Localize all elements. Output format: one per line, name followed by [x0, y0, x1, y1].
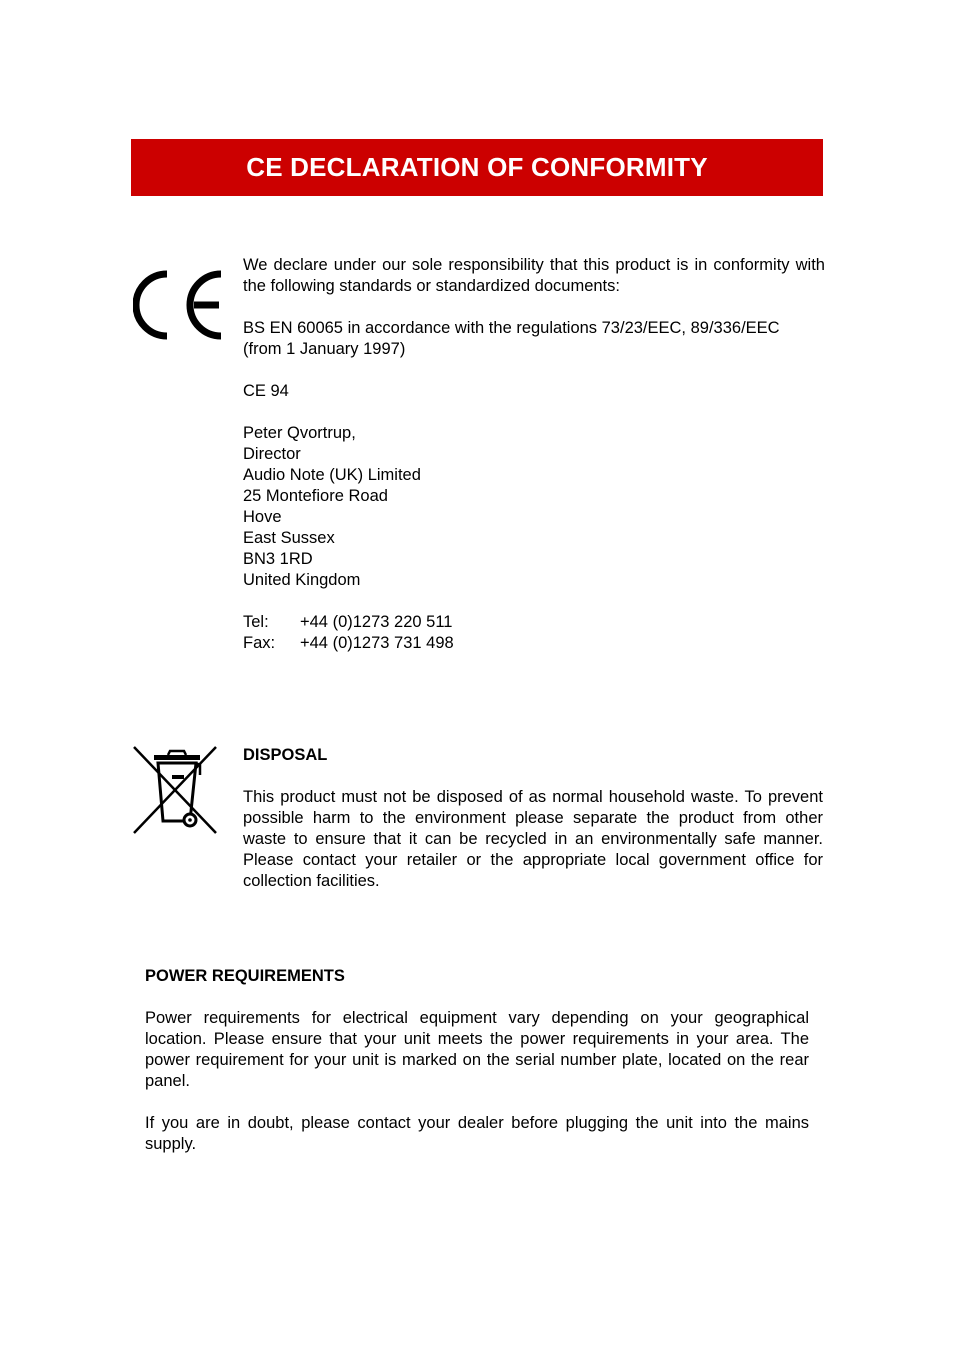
- address-line: Director: [243, 445, 301, 463]
- tel-value: +44 (0)1273 220 511: [300, 613, 453, 631]
- address-line: Audio Note (UK) Limited: [243, 466, 421, 484]
- ce-mark-text: CE 94: [243, 382, 289, 400]
- power-text: Power requirements for electrical equipment vary depending on your geographical location. Please ensure that your unit meets the power requirements in your area. The power requirement for your unit is marked on the serial number plate, located on the rear panel.: [145, 1009, 809, 1090]
- ce-mark-icon: [133, 270, 225, 340]
- contact-block: [243, 612, 825, 654]
- page-title: CE DECLARATION OF CONFORMITY: [246, 152, 708, 182]
- standard-reference: BS EN 60065 in accordance with the regulations 73/23/EEC, 89/336/EEC: [243, 319, 780, 337]
- fax-value: +44 (0)1273 731 498: [300, 634, 454, 652]
- standard-effective-date: (from 1 January 1997): [243, 340, 406, 358]
- disposal-text: This product must not be disposed of as normal household waste. To prevent possible harm to the environment please separate the product from other waste to ensure that it can be recycled in an environmentally safe manner. Please contact your retailer or the appropriate local government office for collection facilities.: [243, 788, 823, 890]
- address-block: [243, 423, 825, 591]
- declaration-section: [243, 255, 825, 654]
- address-line: Hove: [243, 508, 282, 526]
- address-line: Peter Qvortrup,: [243, 424, 356, 442]
- address-line: BN3 1RD: [243, 550, 313, 568]
- power-doubt-text: If you are in doubt, please contact your dealer before plugging the unit into the mains supply.: [145, 1114, 809, 1153]
- disposal-section: [243, 745, 823, 913]
- conformity-statement: We declare under our sole responsibility that this product is in conformity with the following standards or standardized documents:: [243, 256, 825, 295]
- tel-label: Tel:: [243, 613, 269, 631]
- power-requirements-section: [145, 966, 809, 1176]
- standards-block: [243, 318, 825, 360]
- fax-label: Fax:: [243, 634, 276, 652]
- fax-row: [243, 633, 825, 654]
- address-line: East Sussex: [243, 529, 335, 547]
- tel-row: [243, 612, 825, 633]
- address-line: United Kingdom: [243, 571, 361, 589]
- crossed-out-wheelie-bin-icon: [132, 745, 218, 837]
- power-heading: POWER REQUIREMENTS: [145, 967, 345, 985]
- disposal-heading: DISPOSAL: [243, 746, 328, 764]
- title-banner: [131, 139, 823, 196]
- address-line: 25 Montefiore Road: [243, 487, 388, 505]
